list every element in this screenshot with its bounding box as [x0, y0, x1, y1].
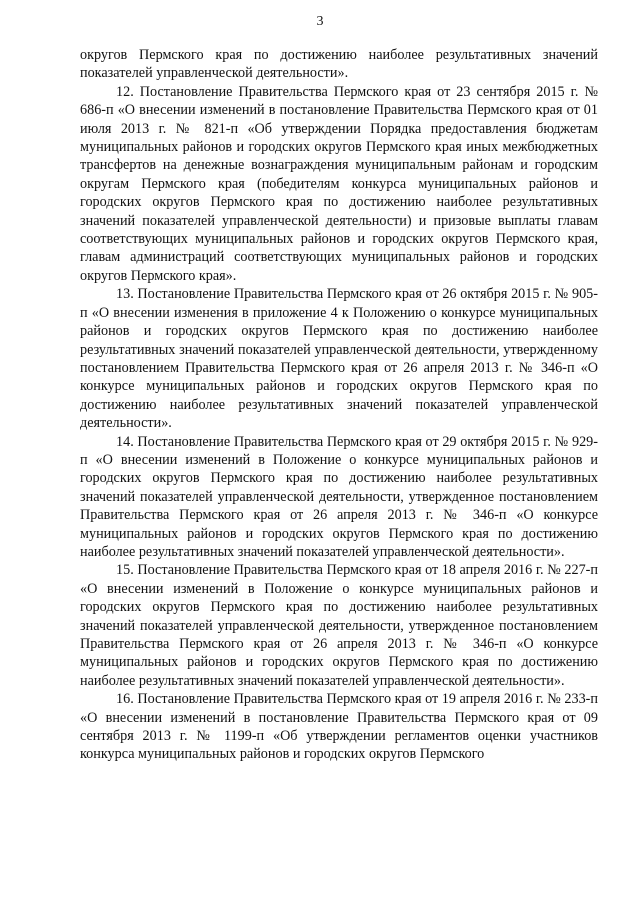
paragraph-item-16: 16. Постановление Правительства Пермского края от 19 апреля 2016 г. № 233-п «О внесении изменений в постановление Правительства Пермского края от 09 сентября 2013 г. № 1199-п «Об утверждении регламентов оценки участников конкурса муниципальных районов и городских округов Пермского [80, 691, 598, 763]
page-number: 3 [316, 14, 324, 29]
paragraph-item-15: 15. Постановление Правительства Пермского края от 18 апреля 2016 г. № 227-п «О внесении изменений в Положение о конкурсе муниципальных районов и городских округов Пермского края по достижению наиболее результативных значений показателей управленческой деятельности, утвержденное постановлением Правительства Пермского края от 26 апреля 2013 г. № 346-п «О конкурсе муниципальных районов и городских округов Пермского края по достижению наиболее результативных значений показателей управленческой деятельности». [80, 562, 598, 689]
paragraph-item-13: 13. Постановление Правительства Пермского края от 26 октября 2015 г. № 905-п «О внесении изменения в приложение 4 к Положению о конкурсе муниципальных районов и городских округов Пермского края по достижению наиболее результативных значений показателей управленческой деятельности, утвержденному постановлением Правительства Пермского края от 26 апреля 2013 г. № 346-п «О конкурсе муниципальных районов и городских округов Пермского края по достижению наиболее результативных значений показателей управленческой деятельности». [80, 286, 598, 432]
paragraph-continuation: округов Пермского края по достижению наиболее результативных значений показателей управленческой деятельности». [80, 47, 598, 82]
paragraph-item-14: 14. Постановление Правительства Пермского края от 29 октября 2015 г. № 929-п «О внесении изменений в Положение о конкурсе муниципальных районов и городских округов Пермского края по достижению наиболее результативных значений показателей управленческой деятельности, утвержденное постановлением Правительства Пермского края от 26 апреля 2013 г. № 346-п «О конкурсе муниципальных районов и городских округов Пермского края по достижению наиболее результативных значений показателей управленческой деятельности». [80, 433, 598, 560]
paragraph-item-12: 12. Постановление Правительства Пермского края от 23 сентября 2015 г. № 686-п «О внесении изменений в постановление Правительства Пермского края от 01 июля 2013 г. № 821-п «Об утверждении Порядка предоставления бюджетам муниципальных районов и городских округов Пермского края иных межбюджетных трансфертов на денежные вознаграждения муниципальным районам и городским округам Пермского края (победителям конкурса муниципальных районов и городских округов Пермского края по достижению наиболее результативных значений показателей управленческой деятельности) и призовые выплаты главам соответствующих муниципальных районов и городских округов Пермского края, главам администраций соответствующих муниципальных районов и городских округов Пермского края». [80, 83, 598, 284]
document-body [80, 46, 598, 764]
